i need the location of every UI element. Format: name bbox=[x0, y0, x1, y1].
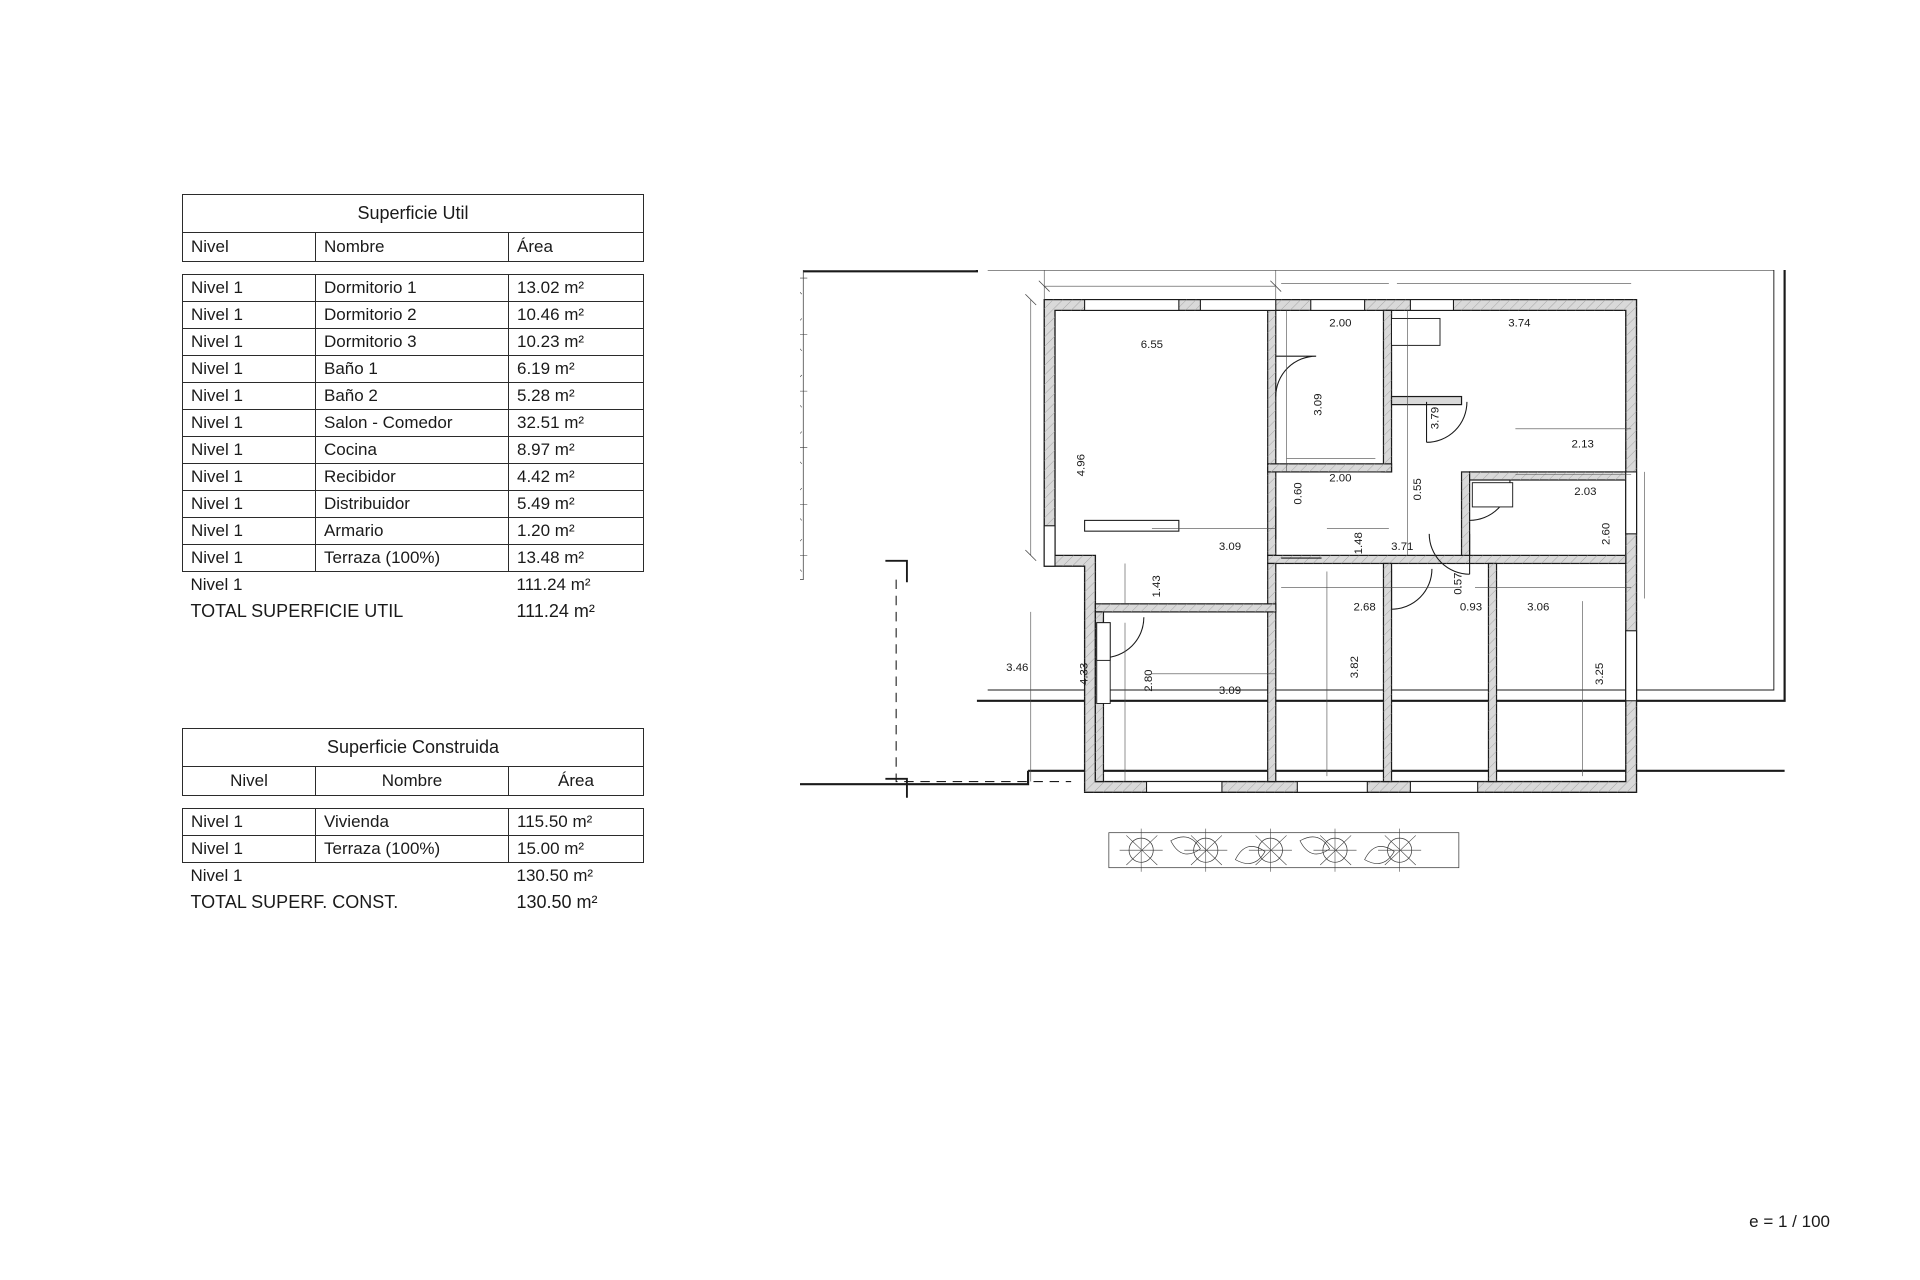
cell-nombre: Armario bbox=[316, 518, 509, 545]
total-value: 111.24 m² bbox=[509, 598, 644, 625]
subtotal-label: Nivel 1 bbox=[183, 572, 316, 599]
table-row bbox=[183, 545, 644, 572]
subtotal-value: 130.50 m² bbox=[509, 863, 644, 890]
superficie-util-table bbox=[182, 194, 644, 625]
cell-nombre: Dormitorio 3 bbox=[316, 329, 509, 356]
dimension-label: 3.06 bbox=[1527, 601, 1550, 614]
cell-nivel: Nivel 1 bbox=[183, 302, 316, 329]
cell-nombre: Dormitorio 2 bbox=[316, 302, 509, 329]
cell-nivel: Nivel 1 bbox=[183, 437, 316, 464]
dimension-label: 0.93 bbox=[1459, 601, 1483, 614]
table-row bbox=[183, 383, 644, 410]
table-row bbox=[183, 356, 644, 383]
dimension-ticks bbox=[1025, 281, 1281, 561]
table-row bbox=[183, 410, 644, 437]
cell-nombre: Terraza (100%) bbox=[316, 836, 509, 863]
cell-nivel: Nivel 1 bbox=[183, 383, 316, 410]
cell-area: 15.00 m² bbox=[509, 836, 644, 863]
windows bbox=[1044, 300, 1636, 793]
cell-nivel: Nivel 1 bbox=[183, 356, 316, 383]
cell-nombre: Distribuidor bbox=[316, 491, 509, 518]
cell-nombre: Baño 1 bbox=[316, 356, 509, 383]
subtotal-label: Nivel 1 bbox=[183, 863, 316, 890]
terrace-outline bbox=[896, 580, 1071, 782]
column-header-area: Área bbox=[509, 767, 644, 796]
table-title: Superficie Construida bbox=[183, 729, 644, 767]
cell-area: 8.97 m² bbox=[509, 437, 644, 464]
dimension-label: 3.82 bbox=[1348, 655, 1361, 679]
dimension-label: 0.60 bbox=[1292, 482, 1305, 505]
scale-note: e = 1 / 100 bbox=[1749, 1212, 1830, 1231]
cell-nombre: Baño 2 bbox=[316, 383, 509, 410]
dimension-label: 6.55 bbox=[1140, 339, 1164, 352]
cell-nombre: Cocina bbox=[316, 437, 509, 464]
dimension-label: 3.09 bbox=[1312, 393, 1325, 416]
table-row bbox=[183, 518, 644, 545]
cell-nombre: Vivienda bbox=[316, 809, 509, 836]
building-walls bbox=[1044, 300, 1636, 793]
dimension-label: 2.00 bbox=[1329, 317, 1352, 330]
cell-nivel: Nivel 1 bbox=[183, 410, 316, 437]
cell-nivel: Nivel 1 bbox=[183, 275, 316, 302]
dimension-label: 4.33 bbox=[1078, 662, 1091, 685]
superficie-construida-table bbox=[182, 728, 644, 916]
table-row bbox=[183, 809, 644, 836]
cell-nombre: Recibidor bbox=[316, 464, 509, 491]
subtotal-value: 111.24 m² bbox=[509, 572, 644, 599]
table-row bbox=[183, 464, 644, 491]
table-total-row bbox=[183, 889, 644, 916]
dimension-label: 3.71 bbox=[1391, 541, 1414, 553]
dimension-label: 2.13 bbox=[1571, 438, 1594, 451]
dimension-label: 1.48 bbox=[1352, 532, 1365, 555]
cell-area: 4.42 m² bbox=[509, 464, 644, 491]
cell-area: 6.19 m² bbox=[509, 356, 644, 383]
dimension-label: 3.09 bbox=[1218, 685, 1242, 698]
table-title-row bbox=[183, 195, 644, 233]
dimension-label: 0.55 bbox=[1412, 478, 1425, 501]
table-row bbox=[183, 836, 644, 863]
cell-nivel: Nivel 1 bbox=[183, 518, 316, 545]
cell-nivel: Nivel 1 bbox=[183, 836, 316, 863]
table-title: Superficie Util bbox=[183, 195, 644, 233]
column-header-nombre: Nombre bbox=[316, 233, 509, 262]
table-title-row bbox=[183, 729, 644, 767]
cell-area: 13.02 m² bbox=[509, 275, 644, 302]
hedge-bottom bbox=[1109, 829, 1459, 872]
table-row bbox=[183, 302, 644, 329]
dimension-label: 3.25 bbox=[1593, 662, 1606, 685]
column-header-nivel: Nivel bbox=[183, 233, 316, 262]
table-row bbox=[183, 329, 644, 356]
spacer-row bbox=[183, 796, 644, 809]
cell-nombre: Terraza (100%) bbox=[316, 545, 509, 572]
cell-area: 13.48 m² bbox=[509, 545, 644, 572]
dimension-label: 3.74 bbox=[1508, 317, 1531, 330]
terrace-corner-mark bbox=[885, 561, 907, 583]
table-body bbox=[183, 195, 644, 626]
dimension-label: 2.68 bbox=[1353, 601, 1376, 614]
dimension-label: 0.57 bbox=[1452, 572, 1465, 595]
table-subtotal-row bbox=[183, 572, 644, 599]
floor-plan-svg bbox=[800, 270, 1800, 970]
table-row bbox=[183, 275, 644, 302]
floor-plan-drawing bbox=[800, 270, 1800, 970]
hedge-left bbox=[800, 270, 807, 580]
cell-area: 5.28 m² bbox=[509, 383, 644, 410]
cell-nivel: Nivel 1 bbox=[183, 464, 316, 491]
cell-nivel: Nivel 1 bbox=[183, 491, 316, 518]
dimension-label: 4.96 bbox=[1075, 454, 1088, 477]
table-subtotal-row bbox=[183, 863, 644, 890]
cell-area: 5.49 m² bbox=[509, 491, 644, 518]
dimension-label: 2.80 bbox=[1142, 669, 1155, 692]
cell-area: 1.20 m² bbox=[509, 518, 644, 545]
dimension-label: 2.00 bbox=[1329, 472, 1352, 485]
cell-nivel: Nivel 1 bbox=[183, 545, 316, 572]
cell-area: 32.51 m² bbox=[509, 410, 644, 437]
table-header-row bbox=[183, 767, 644, 796]
cell-nivel: Nivel 1 bbox=[183, 329, 316, 356]
table-header-row bbox=[183, 233, 644, 262]
dimension-label: 3.46 bbox=[1006, 662, 1029, 675]
fixtures bbox=[1097, 318, 1513, 703]
dimension-label: 3.09 bbox=[1218, 541, 1242, 553]
wall-hatch bbox=[1044, 300, 1636, 793]
cell-nombre: Salon - Comedor bbox=[316, 410, 509, 437]
dimension-label: 3.79 bbox=[1429, 406, 1442, 430]
cell-area: 10.46 m² bbox=[509, 302, 644, 329]
total-value: 130.50 m² bbox=[509, 889, 644, 916]
cell-area: 115.50 m² bbox=[509, 809, 644, 836]
cell-nivel: Nivel 1 bbox=[183, 809, 316, 836]
column-header-area: Área bbox=[509, 233, 644, 262]
spacer-row bbox=[183, 262, 644, 275]
dimension-label: 2.60 bbox=[1600, 522, 1613, 545]
cell-area: 10.23 m² bbox=[509, 329, 644, 356]
dimension-label: 1.43 bbox=[1151, 575, 1163, 598]
dimension-label: 2.03 bbox=[1574, 485, 1597, 498]
table-row bbox=[183, 437, 644, 464]
table-row bbox=[183, 491, 644, 518]
column-header-nivel: Nivel bbox=[183, 767, 316, 796]
cell-nombre: Dormitorio 1 bbox=[316, 275, 509, 302]
table-total-row bbox=[183, 598, 644, 625]
total-label: TOTAL SUPERFICIE UTIL bbox=[183, 598, 509, 625]
table-body bbox=[183, 729, 644, 917]
total-label: TOTAL SUPERF. CONST. bbox=[183, 889, 509, 916]
column-header-nombre: Nombre bbox=[316, 767, 509, 796]
